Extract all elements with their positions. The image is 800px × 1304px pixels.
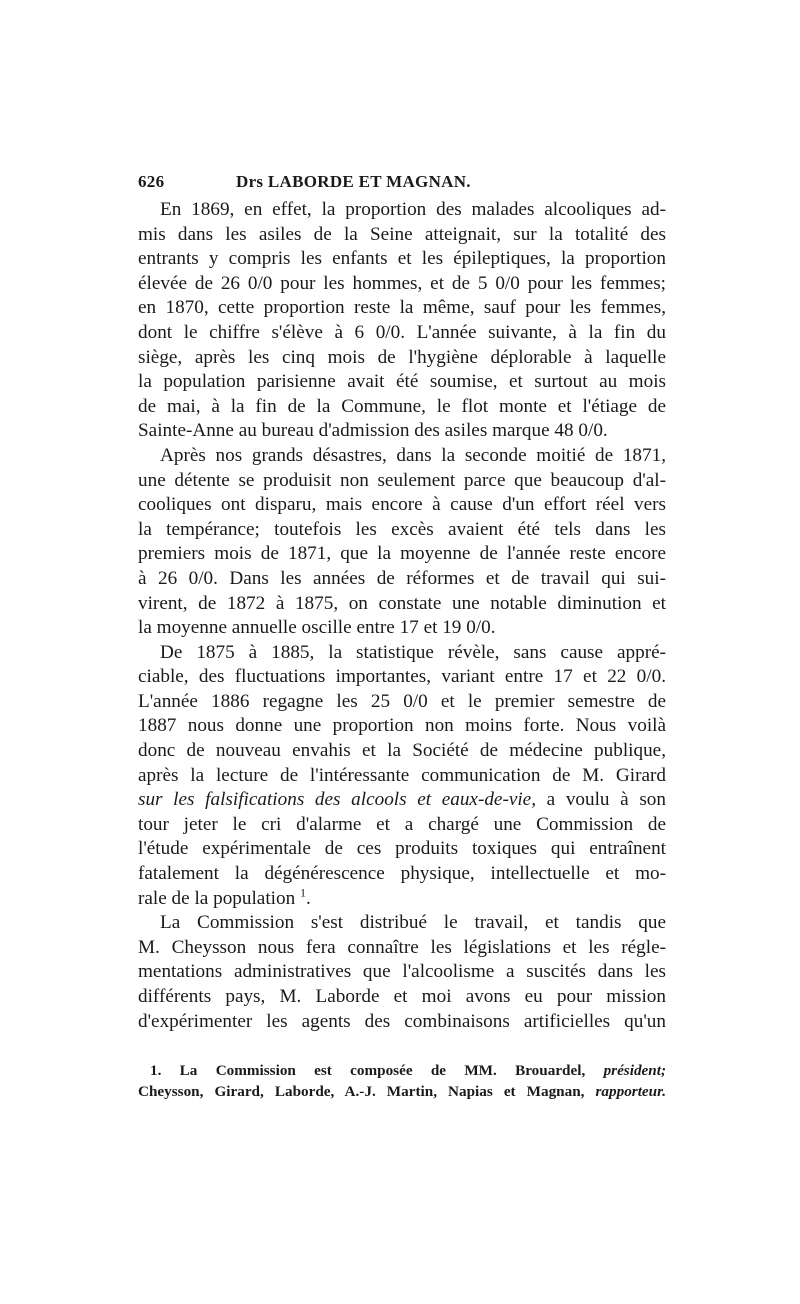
running-head <box>138 170 666 198</box>
text-line: M. Cheysson nous fera connaître les législations et les régle- <box>138 936 666 958</box>
text-line: donc de nouveau envahis et la Société de médecine publique, <box>138 740 666 762</box>
text-line <box>138 788 666 813</box>
paragraph-1 <box>138 198 666 444</box>
text-line: mentations administratives que l'alcoolisme a suscités dans les <box>138 961 666 983</box>
footnotes <box>138 1060 666 1102</box>
text-line: tour jeter le cri d'alarme et a chargé une Commission de <box>138 813 666 835</box>
text-fragment: 1. La Commission est composée de MM. Brouardel, <box>150 1062 586 1080</box>
text-line <box>138 887 666 912</box>
text-line: différents pays, M. Laborde et moi avons eu pour mission <box>138 986 666 1007</box>
text-line: dont le chiffre s'élève à 6 0/0. L'année suivante, à la fin du <box>138 321 666 343</box>
page <box>138 170 666 1102</box>
text-line: virent, de 1872 à 1875, on constate une notable diminution et <box>138 592 666 614</box>
text-line: De 1875 à 1885, la statistique révèle, sans cause appré- <box>160 641 666 663</box>
text-line: après la lecture de l'intéressante communication de M. Girard <box>138 764 666 786</box>
text-line: d'expérimenter les agents des combinaisons artificielles qu'un <box>138 1010 666 1032</box>
text-line: fatalement la dégénérescence physique, intellectuelle et mo- <box>138 863 666 885</box>
footnote-line <box>138 1060 666 1081</box>
running-head-title: Drs LABORDE ET MAGNAN. <box>236 172 471 191</box>
text-line: La Commission s'est distribué le travail, et tandis que <box>160 912 666 934</box>
text-line: ciable, des fluctuations importantes, variant entre 17 et 22 0/0. <box>138 666 666 688</box>
text-fragment: a voulu à son <box>546 789 666 811</box>
text-line: entrants y compris les enfants et les épileptiques, la proportion <box>138 248 666 270</box>
text-line: Sainte-Anne au bureau d'admission des asiles marque 48 0/0. <box>138 420 608 442</box>
text-line: L'année 1886 regagne les 25 0/0 et le premier semestre de <box>138 690 666 712</box>
italic-text: président; <box>603 1062 666 1080</box>
italic-title: sur les falsifications des alcools et eaux-de-vie, <box>138 789 536 811</box>
page-number: 626 <box>138 172 165 191</box>
paragraph-2 <box>138 444 666 641</box>
text-fragment: rale de la population <box>138 887 296 909</box>
text-fragment: Cheysson, Girard, Laborde, A.-J. Martin, Napias et Magnan, <box>138 1083 585 1101</box>
text-line: l'étude expérimentale de ces produits toxiques qui entraînent <box>138 838 666 860</box>
text-line: cooliques ont disparu, mais encore à cause d'un effort réel vers <box>138 494 666 516</box>
text-line: la population parisienne avait été soumise, et surtout au mois <box>138 371 666 393</box>
text-line: premiers mois de 1871, que la moyenne de l'année reste encore <box>138 543 666 565</box>
paragraph-4 <box>138 911 666 1034</box>
footnote-line <box>138 1081 666 1102</box>
italic-text: rapporteur. <box>595 1083 666 1101</box>
text-line: siège, après les cinq mois de l'hygiène déplorable à laquelle <box>138 346 666 368</box>
text-line: Après nos grands désastres, dans la seconde moitié de 1871, <box>160 444 666 466</box>
text-line: élevée de 26 0/0 pour les hommes, et de 5 0/0 pour les femmes; <box>138 272 666 294</box>
body-text <box>138 198 666 1034</box>
text-line: En 1869, en effet, la proportion des malades alcooliques ad- <box>160 199 666 220</box>
text-line: mis dans les asiles de la Seine atteignait, sur la totalité des <box>138 223 666 245</box>
footnote-reference[interactable]: 1 <box>299 885 306 900</box>
text-line: une détente se produisit non seulement parce que beaucoup d'al- <box>138 469 666 491</box>
text-line: à 26 0/0. Dans les années de réformes et de travail qui sui- <box>138 567 666 589</box>
text-line: de mai, à la fin de la Commune, le flot monte et l'étiage de <box>138 395 666 417</box>
text-line: en 1870, cette proportion reste la même, sauf pour les femmes, <box>138 297 666 319</box>
text-fragment: . <box>305 887 311 909</box>
paragraph-3 <box>138 641 666 912</box>
text-line: la tempérance; toutefois les excès avaient été tels dans les <box>138 518 666 540</box>
text-line: la moyenne annuelle oscille entre 17 et 19 0/0. <box>138 617 496 639</box>
text-line: 1887 nous donne une proportion non moins forte. Nous voilà <box>138 715 666 737</box>
